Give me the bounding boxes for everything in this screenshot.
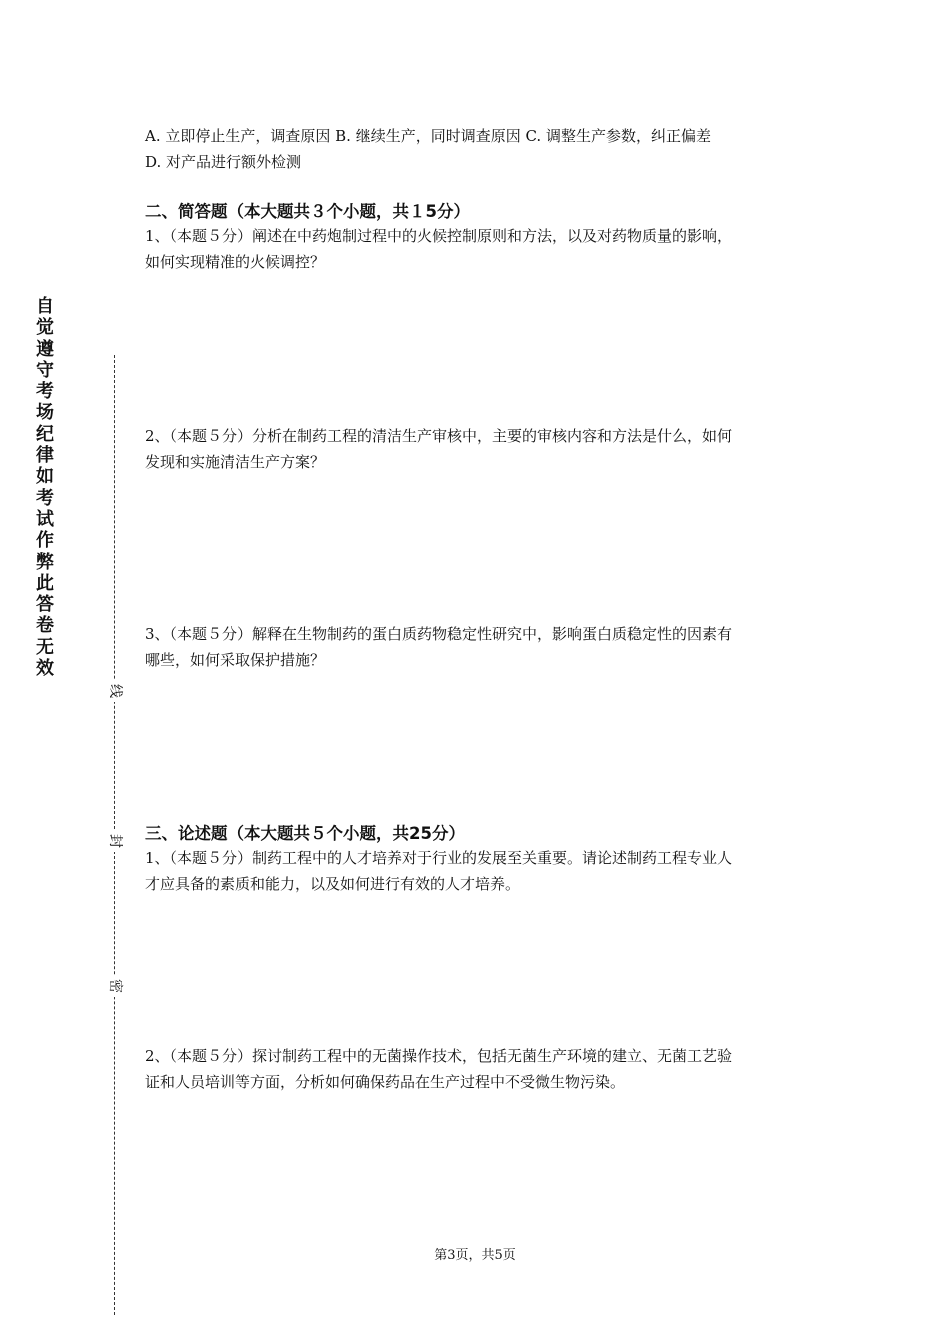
question-text-line: 发现和实施清洁生产方案？: [145, 453, 326, 471]
page-number-footer: 第3页，共5页: [434, 1248, 516, 1263]
question-text-line: 哪些，如何采取保护措施？: [145, 651, 326, 669]
question-text-line: 如何实现精准的火候调控？: [145, 253, 326, 271]
question-short-2: [145, 423, 810, 475]
binding-label-secret: 密: [104, 975, 126, 997]
options-line-1: A. 立即停止生产，调查原因 B. 继续生产，同时调查原因 C. 调整生产参数，纠正偏差: [145, 127, 711, 145]
binding-label-line: 线: [104, 680, 126, 702]
question-essay-2: [145, 1043, 810, 1095]
question-text-line: 证和人员培训等方面，分析如何确保药品在生产过程中不受微生物污染。: [145, 1073, 626, 1091]
question-short-3: [145, 621, 810, 673]
question-text-line: 1、（本题５分）阐述在中药炮制过程中的火候控制原则和方法，以及对药物质量的影响，: [145, 227, 733, 245]
question-text-line: 1、（本题５分）制药工程中的人才培养对于行业的发展至关重要。请论述制药工程专业人: [145, 849, 733, 867]
options-line-2: D. 对产品进行额外检测: [145, 153, 302, 171]
section-title-essay: 三、论述题（本大题共５个小题，共25分）: [145, 824, 465, 843]
question-text-line: 2、（本题５分）分析在制药工程的清洁生产审核中，主要的审核内容和方法是什么，如何: [145, 427, 733, 445]
question-text-line: 才应具备的素质和能力，以及如何进行有效的人才培养。: [145, 875, 521, 893]
exam-discipline-warning: 自觉遵守考场纪律如考试作弊此答卷无效: [36, 296, 54, 680]
question-text-line: 2、（本题５分）探讨制药工程中的无菌操作技术，包括无菌生产环境的建立、无菌工艺验: [145, 1047, 733, 1065]
question-text-line: 3、（本题５分）解释在生物制药的蛋白质药物稳定性研究中，影响蛋白质稳定性的因素有: [145, 625, 733, 643]
binding-label-seal: 封: [104, 830, 126, 852]
question-short-1: [145, 223, 810, 275]
question-essay-1: [145, 845, 810, 897]
section-title-short-answer: 二、简答题（本大题共３个小题，共１5分）: [145, 202, 470, 221]
